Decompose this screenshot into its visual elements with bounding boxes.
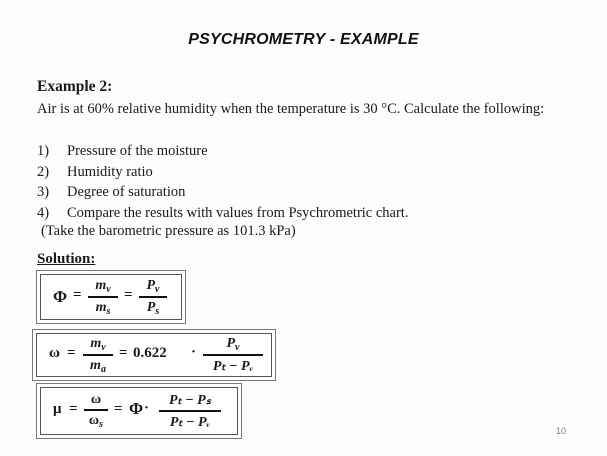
multiplication-dot: ·: [191, 344, 197, 360]
example-heading: Example 2:: [37, 78, 113, 95]
numerator: $m_v$: [90, 336, 106, 353]
denominator: $\omega_s$: [88, 412, 104, 430]
mu-symbol: μ: [53, 401, 62, 417]
fraction-bar: [159, 410, 221, 412]
numerator: ω: [90, 392, 102, 407]
denominator: $m_a$: [90, 357, 106, 375]
denominator: Pₜ − Pᵥ: [169, 414, 211, 430]
pressure-note: (Take the barometric pressure as 101.3 kPa): [41, 223, 296, 239]
list-item-number: 3): [37, 184, 50, 200]
solution-label: Solution:: [37, 251, 96, 267]
denominator: $m_s$: [95, 299, 111, 317]
pt-minus-ps-over-pt-minus-pv-fraction: [159, 392, 221, 431]
multiplication-dot: ·: [144, 400, 150, 416]
equals-sign: =: [73, 287, 82, 303]
fraction-bar: [88, 296, 118, 298]
pv-over-ps-fraction: [139, 278, 167, 317]
omega-over-omega-s-fraction: [84, 392, 108, 430]
slide-title: PSYCHROMETRY - EXAMPLE: [188, 31, 419, 48]
pv-over-pt-minus-pv-fraction: [203, 336, 263, 375]
list-item-text: Humidity ratio: [67, 163, 153, 180]
fraction-bar: [203, 354, 263, 356]
fraction-bar: [83, 354, 113, 356]
numerator: Pₜ − Pₛ: [169, 393, 211, 408]
humidity-ratio-formula: [36, 333, 272, 377]
list-item-text: Degree of saturation: [67, 184, 186, 200]
list-item-number: 4): [37, 204, 50, 221]
relative-humidity-formula: [40, 274, 182, 320]
problem-statement: Air is at 60% relative humidity when the temperature is 30 °C. Calculate the following:: [37, 101, 545, 117]
list-item-number: 2): [37, 163, 50, 180]
omega-symbol: ω: [49, 345, 60, 361]
fraction-bar: [84, 409, 108, 411]
mv-over-ma-fraction: [83, 336, 113, 375]
constant-0622: 0.622: [133, 345, 167, 361]
equals-sign: =: [114, 401, 123, 417]
mv-over-ms-fraction: [88, 278, 118, 317]
denominator: Pₜ − Pᵥ: [212, 358, 254, 374]
task-list: [37, 141, 408, 223]
phi-symbol: Φ: [53, 287, 68, 306]
equals-sign: =: [119, 345, 128, 361]
list-item: [37, 182, 408, 203]
denominator: $P_s$: [146, 299, 160, 317]
list-item-number: 1): [37, 143, 50, 159]
list-item-text: Pressure of the moisture: [67, 143, 208, 159]
fraction-bar: [139, 296, 167, 298]
list-item-text: Compare the results with values from Psychrometric chart.: [67, 204, 409, 221]
list-item: [37, 162, 408, 183]
numerator: $P_v$: [146, 278, 160, 295]
numerator: $P_v$: [226, 336, 240, 353]
equals-sign: =: [124, 287, 133, 303]
list-item: [37, 141, 408, 162]
equals-sign: =: [67, 345, 76, 361]
numerator: $m_v$: [95, 278, 111, 295]
degree-of-saturation-formula: [40, 387, 238, 435]
phi-symbol: Φ: [129, 399, 144, 418]
equals-sign: =: [69, 401, 78, 417]
list-item: [37, 203, 408, 224]
page-number: 10: [556, 426, 567, 436]
